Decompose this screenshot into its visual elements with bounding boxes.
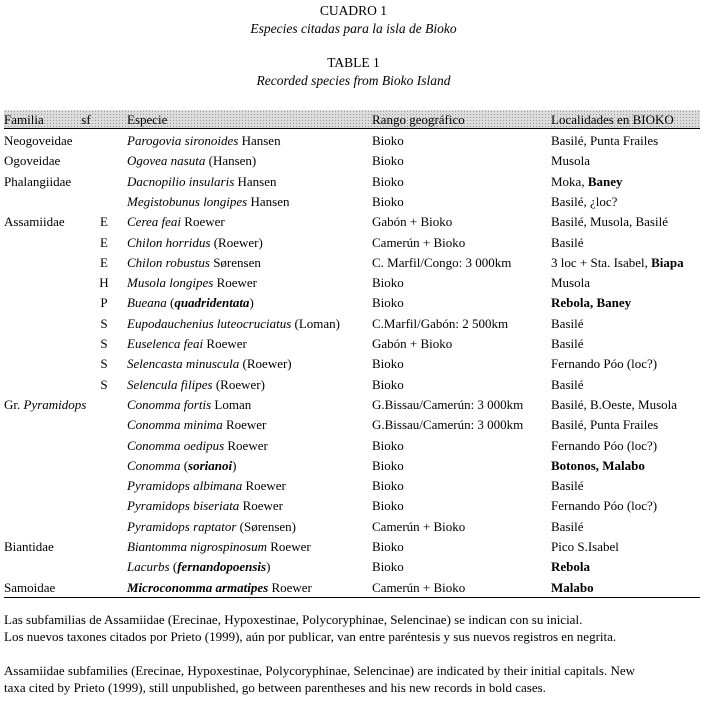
text-run: Rebola xyxy=(551,559,590,575)
text-run: Conomma minima xyxy=(127,417,223,433)
text-run: ) xyxy=(249,295,254,311)
cell-localidades xyxy=(551,153,590,168)
text-run: Basilé xyxy=(551,478,584,494)
note-en-line1: Assamiidae subfamilies (Erecinae, Hypoxestinae, Polycoryphinae, Selencinae) are indicated by their initial capitals. New xyxy=(4,663,636,678)
cell-familia xyxy=(4,153,60,168)
text-run: Conomma fortis xyxy=(127,396,212,412)
text-run: Basilé, B.Oeste, Musola xyxy=(551,396,678,412)
cell-especie xyxy=(127,174,277,189)
text-run: Roewer xyxy=(267,539,311,554)
text-run: Lacurbs xyxy=(127,559,170,575)
cell-localidades xyxy=(551,397,677,412)
cell-especie xyxy=(127,438,268,453)
cell-subfamily: E xyxy=(100,234,108,250)
cell-localidades xyxy=(551,174,623,189)
text-run: Roewer xyxy=(242,478,286,494)
cell-rango: Bioko xyxy=(372,498,404,514)
text-run: (Roewer) xyxy=(212,376,265,392)
text-run: Assamiidae xyxy=(4,214,65,230)
text-run: Pyramidops xyxy=(23,396,87,412)
text-run: Botonos, Malabo xyxy=(551,457,645,473)
header-subfamily: sf xyxy=(81,112,91,127)
caption-es-title: CUADRO 1 xyxy=(319,3,388,18)
cell-rango: C.Marfil/Gabón: 2 500km xyxy=(372,315,509,331)
text-run: Selencula filipes xyxy=(127,376,213,392)
text-run: Ogovea nasuta xyxy=(127,153,206,169)
caption-es-subtitle: Especies citadas para la isla de Bioko xyxy=(250,21,457,36)
text-run: Roewer xyxy=(268,579,312,595)
cell-localidades xyxy=(551,458,645,473)
cell-localidades xyxy=(551,194,617,209)
cell-especie xyxy=(127,458,236,473)
cell-localidades xyxy=(551,316,584,331)
text-run: Phalangiidae xyxy=(4,173,72,189)
text-run: 3 loc + Sta. Isabel, xyxy=(551,254,652,270)
cell-rango: G.Bissau/Camerún: 3 000km xyxy=(372,417,524,433)
cell-especie xyxy=(127,295,254,310)
cell-localidades xyxy=(551,580,594,595)
text-run: (Sørensen) xyxy=(236,518,296,534)
cell-especie xyxy=(127,214,225,229)
cell-rango: Bioko xyxy=(372,478,404,494)
header-especie: Especie xyxy=(127,112,168,127)
text-run: Basilé xyxy=(551,234,584,250)
cell-localidades xyxy=(551,255,684,270)
cell-localidades xyxy=(551,377,584,392)
header-familia: Familia xyxy=(4,112,44,127)
header-rango: Rango geográfico xyxy=(372,112,465,127)
cell-rango: Camerún + Bioko xyxy=(372,518,466,534)
cell-familia xyxy=(4,539,54,554)
text-run: Chilon robustus xyxy=(127,254,210,270)
cell-localidades xyxy=(551,275,590,290)
text-run: Euselenca feai xyxy=(127,336,204,351)
text-run: Malabo xyxy=(551,579,594,595)
text-run: Basilé, ¿loc? xyxy=(551,193,618,209)
text-run: Hansen xyxy=(247,193,290,209)
text-run: Bueana xyxy=(127,295,167,311)
cell-especie xyxy=(127,377,265,392)
text-run: Basilé xyxy=(551,376,584,392)
header-localidades: Localidades en BIOKO xyxy=(551,112,674,127)
text-run: Gr. xyxy=(4,396,24,412)
cell-especie xyxy=(127,539,311,554)
cell-rango: Bioko xyxy=(372,437,404,453)
text-run: Conomma xyxy=(127,457,181,473)
text-run: fernandopoensis xyxy=(177,559,267,575)
text-run: Basilé xyxy=(551,315,584,331)
cell-subfamily: E xyxy=(100,214,108,230)
cell-localidades xyxy=(551,478,584,493)
cell-familia xyxy=(4,133,73,148)
cell-subfamily: S xyxy=(100,356,108,372)
text-run: Eupodauchenius luteocruciatus xyxy=(127,315,292,331)
cell-familia xyxy=(4,214,65,229)
cell-subfamily: P xyxy=(100,295,108,311)
cell-familia xyxy=(4,397,86,412)
text-run: Roewer xyxy=(222,417,267,433)
cell-familia xyxy=(4,580,55,595)
text-run: Biantidae xyxy=(4,539,54,554)
cell-especie xyxy=(127,194,290,209)
text-run: Loman xyxy=(211,396,252,412)
text-run: Roewer xyxy=(239,498,283,514)
text-run: Biantomma nigrospinosum xyxy=(127,539,267,554)
cell-especie xyxy=(127,356,292,371)
cell-subfamily: H xyxy=(99,275,109,291)
text-run: Musola longipes xyxy=(127,275,214,291)
cell-localidades xyxy=(551,133,658,148)
text-run: Samoidae xyxy=(4,579,56,595)
text-run: Fernando Póo (loc?) xyxy=(551,437,658,453)
cell-rango: Bioko xyxy=(372,153,404,169)
text-run: Ogoveidae xyxy=(4,153,61,169)
text-run: ( xyxy=(169,559,178,575)
text-run: (Hansen) xyxy=(205,153,257,169)
text-run: ) xyxy=(232,457,237,473)
cell-localidades xyxy=(551,295,631,310)
cell-localidades xyxy=(551,539,619,554)
text-run: Conomma oedipus xyxy=(127,437,225,453)
cell-especie xyxy=(127,498,283,513)
cell-especie xyxy=(127,255,261,270)
cell-especie xyxy=(127,336,247,351)
cell-especie xyxy=(127,275,257,290)
text-run: Cerea feai xyxy=(127,214,182,230)
cell-localidades xyxy=(551,356,657,371)
cell-especie xyxy=(127,397,251,412)
cell-rango: G.Bissau/Camerún: 3 000km xyxy=(372,396,524,412)
text-run: Roewer xyxy=(203,336,247,351)
text-run: Musola xyxy=(551,275,590,291)
caption-en-subtitle: Recorded species from Bioko Island xyxy=(256,73,451,88)
cell-especie xyxy=(127,478,286,493)
caption-en-title: TABLE 1 xyxy=(327,55,380,70)
text-run: Basilé, Musola, Basilé xyxy=(551,214,668,230)
text-run: Baney xyxy=(587,173,623,189)
cell-rango: C. Marfil/Congo: 3 000km xyxy=(372,254,512,270)
cell-rango: Bioko xyxy=(372,559,404,575)
cell-rango: Bioko xyxy=(372,539,404,554)
cell-subfamily: E xyxy=(100,254,108,270)
text-run: Dacnopilio insularis xyxy=(127,173,235,189)
text-run: Fernando Póo (loc?) xyxy=(551,498,658,514)
cell-subfamily: S xyxy=(100,315,108,331)
cell-especie xyxy=(127,235,263,250)
cell-localidades xyxy=(551,498,657,513)
text-run: ( xyxy=(166,295,175,311)
cell-localidades xyxy=(551,559,590,574)
text-run: Musola xyxy=(551,153,590,169)
text-run: Pyramidops raptator xyxy=(127,518,237,534)
cell-subfamily: S xyxy=(100,336,108,351)
cell-rango: Gabón + Bioko xyxy=(372,336,453,351)
text-run: ) xyxy=(266,559,271,575)
text-run: sorianoi xyxy=(188,457,233,473)
cell-rango: Camerún + Bioko xyxy=(372,579,466,595)
text-run: quadridentata xyxy=(174,295,250,311)
text-run: Basilé, Punta Frailes xyxy=(551,133,659,148)
cell-rango: Gabón + Bioko xyxy=(372,214,453,230)
cell-localidades xyxy=(551,336,584,351)
note-es-line2: Los nuevos taxones citados por Prieto (1999), aún por publicar, van entre paréntesis y sus nuevos registros en negrita. xyxy=(4,629,617,644)
text-run: Megistobunus longipes xyxy=(127,193,248,209)
text-run: (Roewer) xyxy=(239,356,292,372)
cell-localidades xyxy=(551,214,668,229)
text-run: Roewer xyxy=(213,275,257,291)
cell-subfamily: S xyxy=(100,376,108,392)
cell-rango: Bioko xyxy=(372,457,404,473)
cell-rango: Bioko xyxy=(372,275,404,291)
cell-especie xyxy=(127,519,296,534)
header-rule xyxy=(4,128,700,129)
cell-especie xyxy=(127,316,340,331)
cell-rango: Bioko xyxy=(372,295,404,311)
text-run: Chilon horridus xyxy=(127,234,211,250)
cell-localidades xyxy=(551,519,584,534)
text-run: Biapa xyxy=(651,254,684,270)
text-run: Neogoveidae xyxy=(4,133,73,148)
table-bottom-rule xyxy=(4,597,700,598)
text-run: Microconomma armatipes xyxy=(127,579,269,595)
cell-rango: Bioko xyxy=(372,376,404,392)
note-en-line2: taxa cited by Prieto (1999), still unpublished, go between parentheses and his new records in bold cases. xyxy=(4,680,546,695)
cell-localidades xyxy=(551,417,658,432)
text-run: Selencasta minuscula xyxy=(127,356,240,372)
text-run: Roewer xyxy=(181,214,225,230)
text-run: Rebola, Baney xyxy=(551,295,632,311)
text-run: Fernando Póo (loc?) xyxy=(551,356,658,372)
text-run: Basilé xyxy=(551,336,584,351)
text-run: Pyramidops biseriata xyxy=(127,498,240,514)
text-run: Pico S.Isabel xyxy=(551,539,619,554)
text-run: Sørensen xyxy=(209,254,261,270)
cell-localidades xyxy=(551,235,584,250)
text-run: (Roewer) xyxy=(210,234,263,250)
cell-familia xyxy=(4,174,71,189)
cell-rango: Bioko xyxy=(372,193,404,209)
text-run: (Loman) xyxy=(291,315,341,331)
cell-especie xyxy=(127,153,256,168)
text-run: Basilé, Punta Frailes xyxy=(551,417,659,433)
text-run: Hansen xyxy=(238,133,281,148)
note-es-line1: Las subfamilias de Assamiidae (Erecinae, Hypoxestinae, Polycoryphinae, Selencinae) se indican con su inicial. xyxy=(4,612,583,627)
text-run: Pyramidops albimana xyxy=(127,478,243,494)
cell-rango: Bioko xyxy=(372,133,404,148)
cell-especie xyxy=(127,133,281,148)
cell-rango: Bioko xyxy=(372,173,404,189)
cell-especie xyxy=(127,559,270,574)
cell-rango: Bioko xyxy=(372,356,404,372)
text-run: Moka, xyxy=(551,173,588,189)
text-run: ( xyxy=(180,457,189,473)
text-run: Roewer xyxy=(224,437,268,453)
cell-localidades xyxy=(551,438,657,453)
text-run: Basilé xyxy=(551,518,584,534)
text-run: Parogovia sironoides xyxy=(127,133,239,148)
cell-rango: Camerún + Bioko xyxy=(372,234,466,250)
cell-especie xyxy=(127,417,266,432)
text-run: Hansen xyxy=(234,173,277,189)
cell-especie xyxy=(127,580,312,595)
